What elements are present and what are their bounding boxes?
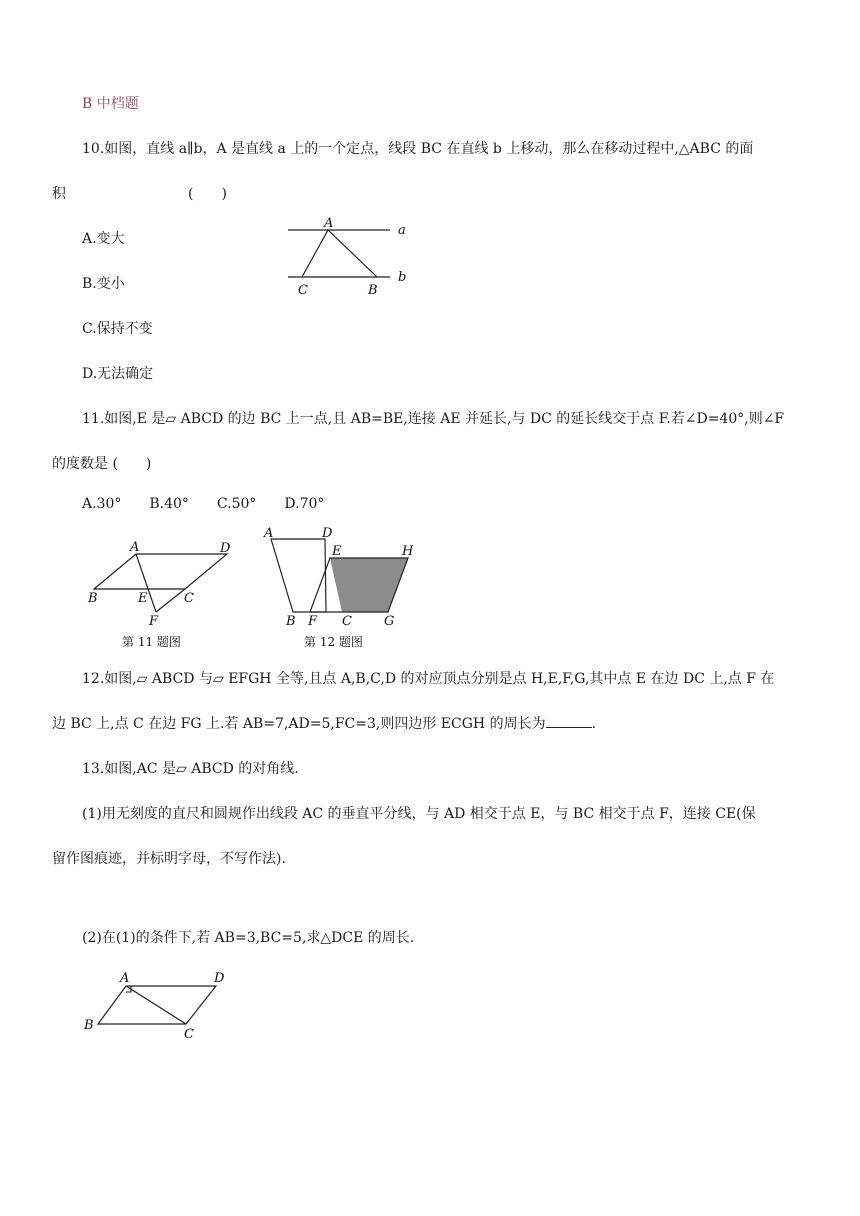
q10-stem-line1: 10.如图，直线 a∥b，A 是直线 a 上的一个定点，线段 BC 在直线 b 上移动，那么在移动过程中,△ABC 的面 [82, 141, 754, 157]
q13-part1-line1: (1)用无刻度的直尺和圆规作出线段 AC 的垂直平分线，与 AD 相交于点 E，与 BC 相交于点 F，连接 CE(保 [82, 806, 756, 822]
label-C: C [342, 614, 352, 629]
label-F: F [308, 614, 318, 629]
label-D: D [322, 526, 333, 541]
q13-part2: (2)在(1)的条件下,若 AB=3,BC=5,求△DCE 的周长. [82, 930, 415, 946]
label-E: E [332, 544, 342, 559]
q12-stem-text: 边 BC 上,点 C 在边 FG 上.若 AB=7,AD=5,FC=3,则四边形 ECGH 的周长为 [52, 716, 546, 732]
section-title: B 中档题 [82, 96, 139, 112]
label-B: B [88, 591, 98, 606]
label-D: D [214, 971, 225, 986]
q11-figure [84, 536, 244, 648]
q10-stem-line2: 积 [52, 186, 66, 202]
q10-figure [282, 214, 414, 298]
q13-part1-line2: 留作图痕迹，并标明字母，不写作法). [52, 851, 286, 867]
q12-stem-line1: 12.如图,▱ ABCD 与▱ EFGH 全等,且点 A,B,C,D 的对应顶点分别是点 H,E,F,G,其中点 E 在边 DC 上,点 F 在 [82, 671, 775, 687]
label-D: D [220, 541, 231, 556]
q12-answer-blank[interactable] [546, 715, 592, 728]
parallelogram-abcd [94, 554, 227, 589]
label-F: F [149, 614, 159, 629]
label-C: C [184, 1027, 194, 1042]
label-A: A [120, 971, 130, 986]
q10-answer-bracket: ( ) [188, 186, 227, 202]
segment-cf [156, 589, 185, 612]
label-A: A [324, 216, 334, 231]
label-A: A [264, 526, 274, 541]
label-B: B [84, 1018, 94, 1033]
label-A: A [130, 540, 140, 555]
parallelogram-abcd [271, 539, 326, 612]
label-B: B [368, 283, 378, 298]
q11-options: A.30° B.40° C.50° D.70° [82, 496, 325, 512]
label-E: E [138, 591, 148, 606]
label-B: B [286, 614, 296, 629]
q13-figure [80, 966, 230, 1042]
q10-option-b: B.变小 [82, 276, 125, 292]
q11-caption: 第 11 题图 [122, 635, 181, 648]
label-C: C [184, 591, 194, 606]
label-a: a [398, 223, 406, 238]
q11-stem-line2: 的度数是 ( ) [52, 456, 152, 472]
q10-option-c: C.保持不变 [82, 321, 153, 337]
q11-stem-line1: 11.如图,E 是▱ ABCD 的边 BC 上一点,且 AB=BE,连接 AE 并延长,与 DC 的延长线交于点 F.若∠D=40°,则∠F [82, 411, 785, 427]
label-C: C [298, 283, 308, 298]
q10-option-d: D.无法确定 [82, 366, 154, 382]
q12-stem-end: . [591, 716, 597, 732]
q10-option-a: A.变大 [82, 231, 125, 247]
q12-caption: 第 12 题图 [304, 635, 363, 649]
q12-figure [262, 522, 422, 650]
label-b: b [398, 270, 407, 285]
q12-stem-line2 [52, 714, 596, 734]
shaded-ecgh [330, 558, 408, 612]
triangle-abc [302, 230, 377, 277]
label-G: G [384, 614, 395, 629]
q13-stem: 13.如图,AC 是▱ ABCD 的对角线. [82, 761, 299, 777]
label-H: H [402, 544, 414, 559]
diagonal-ac [126, 986, 186, 1024]
